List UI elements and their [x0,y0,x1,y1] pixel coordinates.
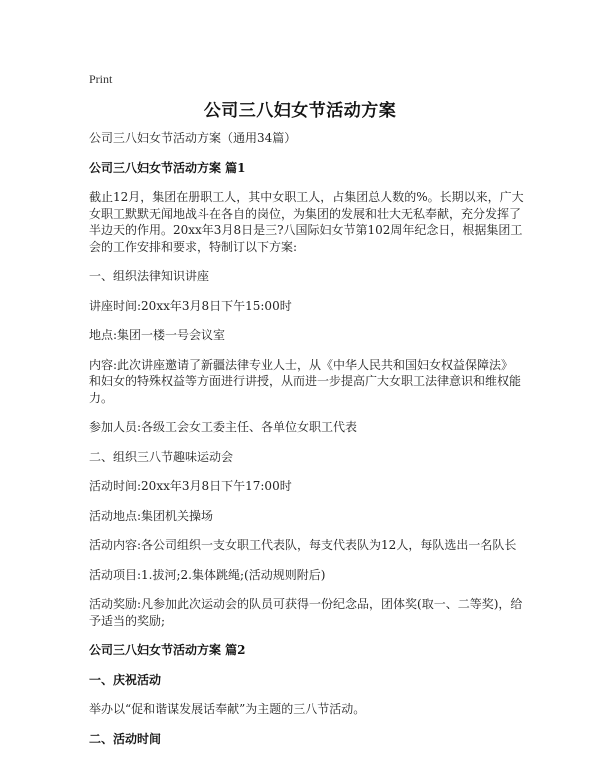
section-heading-1: 公司三八妇女节活动方案 篇1 [89,160,246,175]
sports-location: 活动地点:集团机关操场 [89,508,214,523]
sports-rewards: 活动奖励:凡参加此次运动会的队员可获得一份纪念品，团体奖(取一、二等奖)，给予适当的奖励; [89,597,523,628]
lecture-content: 内容:此次讲座邀请了新疆法律专业人士，从《中华人民共和国妇女权益保障法》和妇女的特殊权益等方面进行讲授，从而进一步提高广大女职工法律意识和维权能力。 [89,357,522,405]
document-subtitle: 公司三八妇女节活动方案（通用34篇） [89,131,297,145]
page-title: 公司三八妇女节活动方案 [203,101,397,121]
subheading-celebration: 一、庆祝活动 [89,672,162,687]
print-link[interactable]: Print [89,72,113,86]
lecture-location: 地点:集团一楼一号会议室 [89,328,226,342]
document-body [89,130,525,760]
intro-paragraph: 截止12月，集团在册职工人，其中女职工人，占集团总人数的%。长期以来，广大女职工默默无闻地战斗在各自的岗位，为集团的发展和壮大无私奉献，充分发挥了半边天的作用。20xx年3月8日是三?八国际妇女节第102周年纪念日，根据集团工会的工作安排和要求，特制订以下方案: [89,190,524,254]
section-heading-2: 公司三八妇女节活动方案 篇2 [89,643,246,657]
celebration-theme: 举办以“促和谐谋发展话奉献”为主题的三八节活动。 [89,702,366,716]
sports-events: 活动项目:1.拔河;2.集体跳绳;(活动规则附后) [89,567,326,582]
sports-time: 活动时间:20xx年3月8日下午17:00时 [89,479,292,493]
lecture-participants: 参加人员:各级工会女工委主任、各单位女职工代表 [89,420,358,434]
item-heading-sports-meet: 二、组织三八节趣味运动会 [89,449,234,464]
sports-content: 活动内容:各公司组织一支女职工代表队，每支代表队为12人，每队选出一名队长 [89,538,517,552]
item-heading-legal-lecture: 一、组织法律知识讲座 [89,269,210,283]
subheading-activity-time: 二、活动时间 [89,731,162,746]
lecture-time: 讲座时间:20xx年3月8日下午15:00时 [89,298,292,313]
